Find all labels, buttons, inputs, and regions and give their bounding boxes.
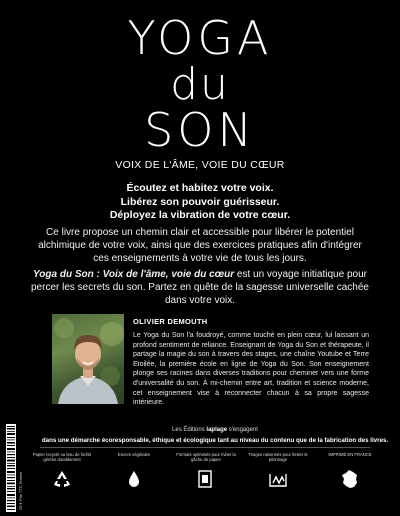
price-text: 25 € Prix TTC France: [18, 471, 23, 510]
intro-line-1: Écoutez et habitez votre voix.: [126, 182, 274, 194]
book-title-line-3: SON: [144, 103, 256, 157]
author-bio: Le Yoga du Son l'a foudroyé, comme touché en plein cœur, lui laissant un profond sentiment de reliance. Enseignant de Yoga du Son et thérapeute, il partage la magie du son à travers des stages, une chaîne Youtube et Terre Etoilée, la première école en ligne de Yoga du Son. Son enseignement plonge ses racines dans diverses traditions pour cheminer vers une forme d'universalité du son. À mi-chemin entre art, tradition et science moderne, cet enseignement vise à reconnecter chacun à sa propre sagesse intérieure.: [133, 332, 369, 407]
engagement-item-paper: [28, 452, 96, 490]
engagement-item-label: Formats optimisés pour éviter la gâche de papier: [176, 452, 236, 463]
intro-line-2: Libérez son pouvoir guérisseur.: [120, 195, 280, 208]
description-paragraph-1: Ce livre propose un chemin clair et accessible pour libérer le potentiel alchimique de votre voix, ainsi que des exercices pratiques afin d'intégrer ces enseignements à votre vie de tous les jours.: [38, 227, 362, 264]
intro-line-3: Déployez la vibration de votre cœur.: [109, 209, 291, 221]
book-title-line-2: du: [170, 59, 230, 110]
engagement-item-print-runs: [244, 452, 312, 490]
recycle-icon: [51, 468, 73, 490]
author-photo: [52, 314, 124, 404]
engagement-item-label: Papier recyclé ou issu de forêts gérées durablement: [32, 452, 92, 463]
engagement-heading: [30, 427, 400, 433]
author-name: OLIVIER DEMOUTH: [133, 317, 208, 326]
book-subtitle: VOIX DE L'ÂME, VOIE DU CŒUR: [115, 159, 285, 171]
format-icon: [195, 468, 217, 490]
book-title-line-1: YOGA: [127, 11, 273, 65]
engagement-item-formats: [172, 452, 240, 490]
description-paragraph-2: [30, 269, 370, 307]
intro-block: [0, 182, 400, 223]
publisher-brand: laplage: [206, 427, 228, 433]
engagement-item-label: IMPRIMÉ EN FRANCE: [328, 452, 372, 457]
description-paragraph-2-text: est un voyage initiatique pour percer les secrets du son. Partez en quête de la sagesse universelle cachée dans votre voix.: [31, 269, 369, 306]
barcode: [6, 424, 16, 512]
engagement-text: dans une démarche écoresponsable, éthique et écologique tant au niveau du contenu que de la fabrication des livres.: [41, 437, 389, 444]
engagement-item-made-in-france: [316, 452, 384, 490]
engagement-item-label: Encres végétales: [117, 452, 151, 457]
divider: [40, 447, 370, 448]
stack-icon: [267, 468, 289, 490]
book-title-inline: Yoga du Son : Voix de l'âme, voie du cœur: [33, 269, 235, 280]
engagement-item-inks: [100, 452, 168, 490]
engagement-prefix: Les Éditions: [172, 427, 207, 433]
france-icon: [339, 468, 361, 490]
drop-icon: [123, 468, 145, 490]
engagement-suffix: s'engagent: [227, 427, 258, 433]
engagement-item-label: Tirages raisonnés pour limiter le pilonnage: [248, 452, 308, 463]
